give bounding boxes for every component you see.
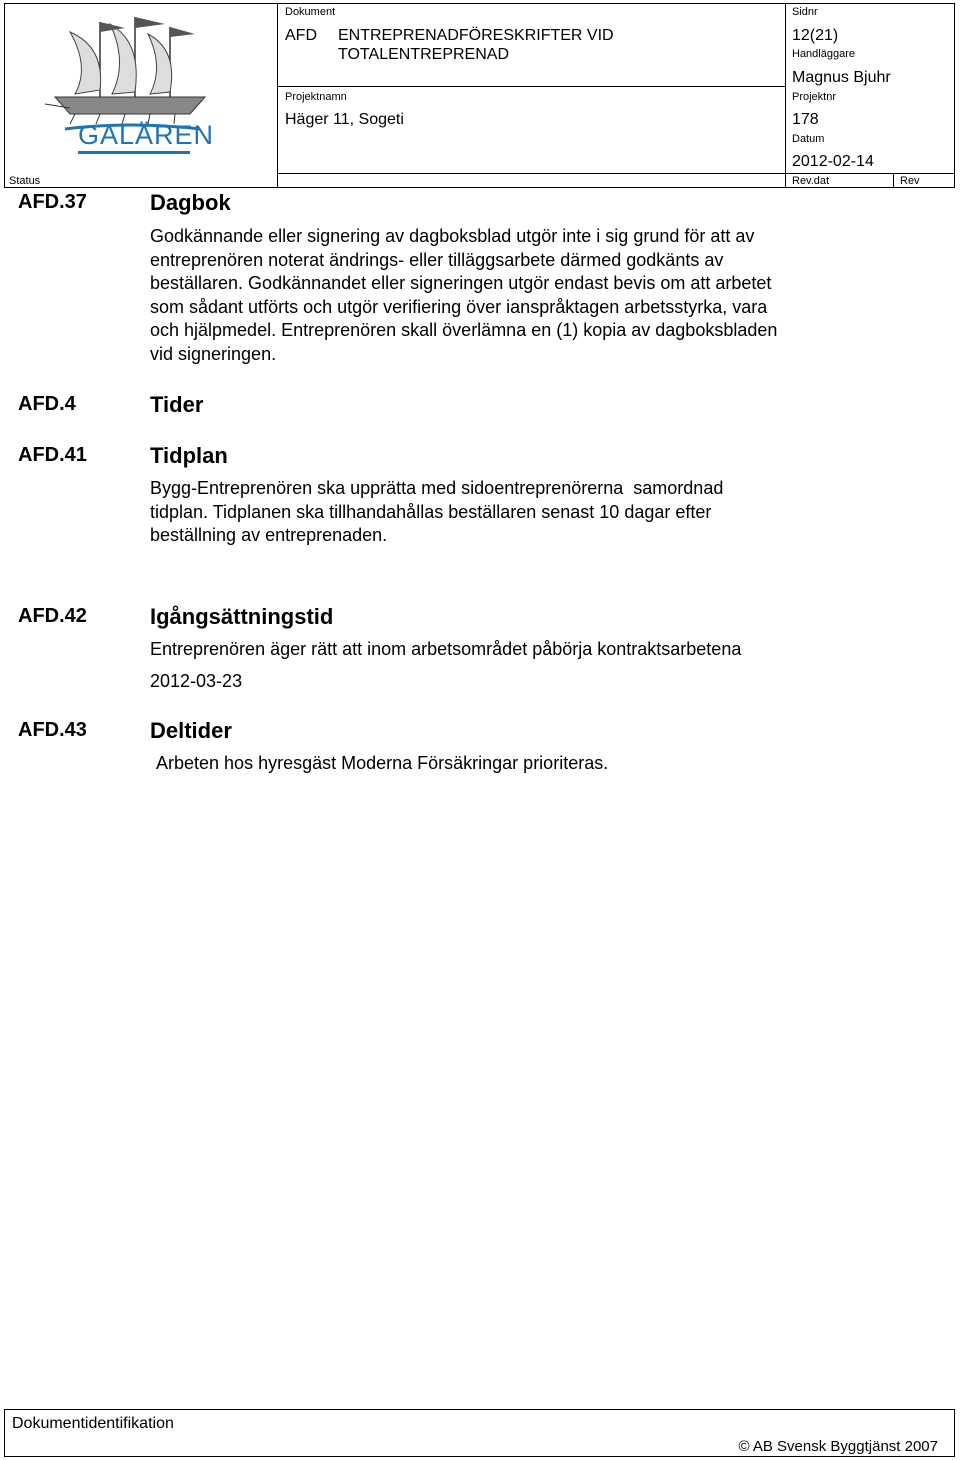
- header-divider-right: [785, 3, 786, 188]
- header-row-divider-bottom: [277, 173, 955, 174]
- text-line: som sådant utförts och utgör verifiering över ianspråktagen arbetsstyrka, vara: [150, 296, 768, 317]
- section-code-afd37: AFD.37: [18, 191, 87, 213]
- logo-underline: [78, 151, 190, 154]
- section-code-afd43: AFD.43: [18, 719, 87, 741]
- text-line: tidplan. Tidplanen ska tillhandahållas beställaren senast 10 dagar efter: [150, 501, 712, 522]
- section-code-afd42: AFD.42: [18, 605, 87, 627]
- dokument-title-line-2: TOTALENTREPRENAD: [338, 46, 509, 63]
- logo-text: GALÄREN: [78, 120, 215, 150]
- section-text-deltider: [156, 752, 886, 776]
- text-line: entreprenören noterat ändrings- eller tilläggsarbete därmed godkänts av: [150, 249, 724, 270]
- text-line: vid signeringen.: [150, 343, 277, 364]
- datum-value: 2012-02-14: [792, 153, 874, 170]
- text-line: Bygg-Entreprenören ska upprätta med sidoentreprenörerna samordnad: [150, 478, 724, 498]
- text-line: Godkännande eller signering av dagboksblad utgör inte i sig grund för att av: [150, 226, 755, 246]
- header-divider-left: [277, 3, 278, 188]
- section-title-deltider: Deltider: [150, 718, 232, 743]
- section-title-igangsattningstid: Igångsättningstid: [150, 604, 334, 629]
- text-line: Entreprenören äger rätt att inom arbetsområdet påbörja kontraktsarbetena: [150, 639, 742, 659]
- handlaggare-label: Handläggare: [792, 48, 855, 60]
- section-title-tider: Tider: [150, 392, 204, 417]
- footer-copyright: © AB Svensk Byggtjänst 2007: [738, 1438, 938, 1455]
- projektnamn-label: Projektnamn: [285, 91, 347, 103]
- text-line: beställaren. Godkännandet eller signeringen utgör endast bevis om att arbetet: [150, 273, 772, 293]
- handlaggare-value: Magnus Bjuhr: [792, 69, 891, 86]
- section-text-tidplan: [150, 477, 880, 548]
- dokument-label: Dokument: [285, 6, 336, 18]
- section-code-afd41: AFD.41: [18, 444, 87, 466]
- text-line: och hjälpmedel. Entreprenören skall överlämna en (1) kopia av dagboksbladen: [150, 320, 778, 340]
- sidnr-value: 12(21): [792, 27, 839, 44]
- dokument-title-line-1: ENTREPRENADFÖRESKRIFTER VID: [338, 27, 614, 44]
- rev-label: Rev: [900, 175, 920, 187]
- projektnr-label: Projektnr: [792, 91, 837, 103]
- text-line: Arbeten hos hyresgäst Moderna Försäkringar prioriteras.: [156, 753, 609, 773]
- section-code-afd4: AFD.4: [18, 393, 76, 415]
- datum-label: Datum: [792, 133, 825, 145]
- revdat-label: Rev.dat: [792, 175, 830, 187]
- sidnr-label: Sidnr: [792, 6, 818, 18]
- status-label: Status: [9, 175, 41, 187]
- section-title-tidplan: Tidplan: [150, 443, 228, 468]
- galaren-logo: [30, 12, 220, 160]
- header-row-divider-left: [277, 86, 785, 87]
- text-line: beställning av entreprenaden.: [150, 525, 388, 545]
- header-divider-rev: [893, 173, 894, 188]
- section-text-dagbok: [150, 225, 880, 366]
- dokument-code: AFD: [285, 27, 317, 44]
- projektnr-value: 178: [792, 111, 819, 128]
- footer-document-id-label: Dokumentidentifikation: [12, 1415, 174, 1432]
- section-title-dagbok: Dagbok: [150, 190, 231, 215]
- section-text-igangsattningstid: [150, 638, 880, 693]
- text-line: 2012-03-23: [150, 670, 243, 691]
- projektnamn-value: Häger 11, Sogeti: [285, 111, 404, 128]
